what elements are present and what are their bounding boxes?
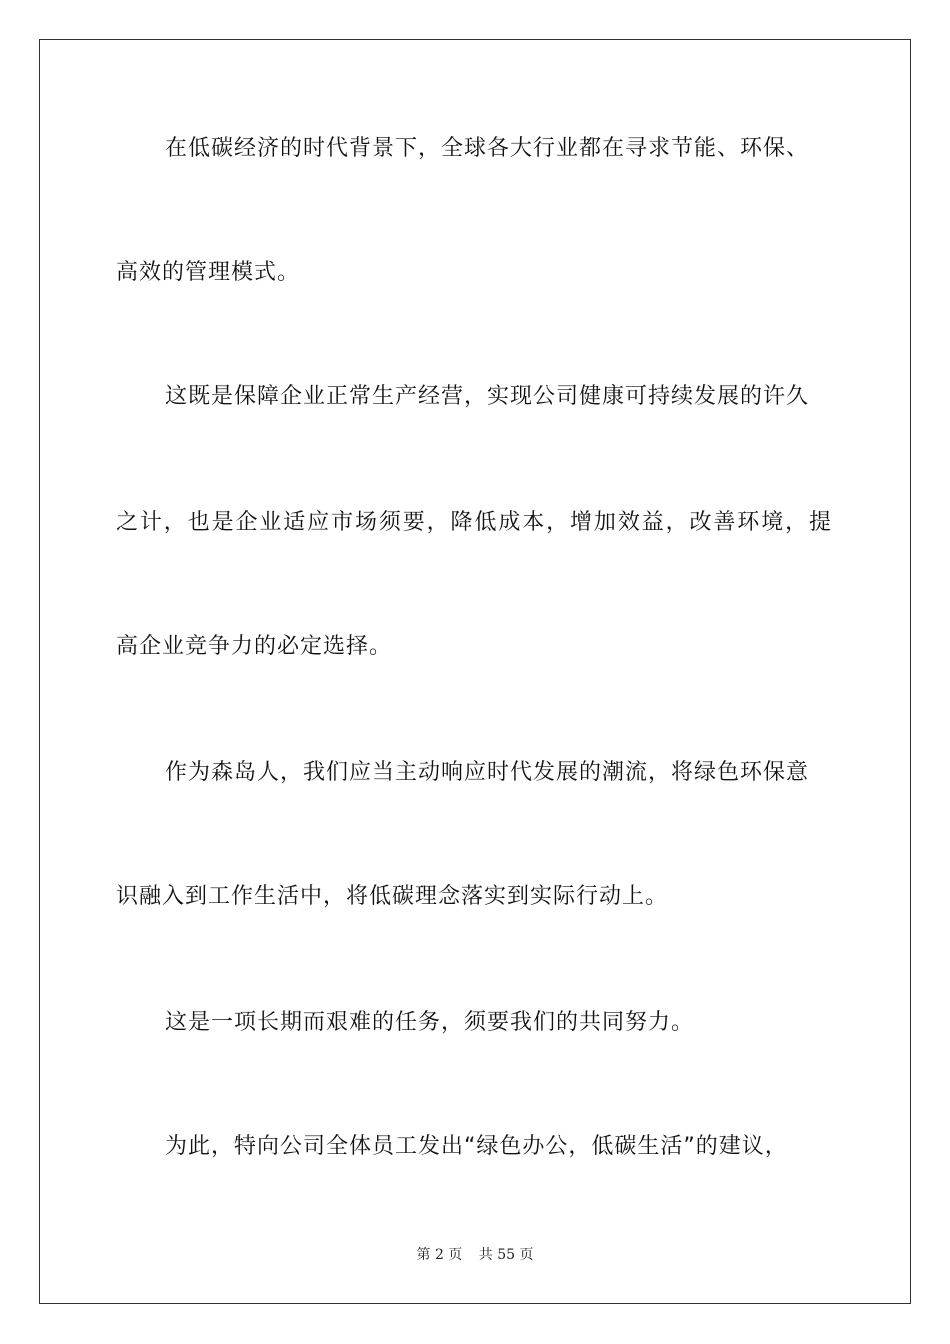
paragraph-1-line-2: 高效的管理模式。 (116, 260, 301, 285)
paragraph-3-line-1: 作为森岛人，我们应当主动响应时代发展的潮流，将绿色环保意 (165, 760, 810, 785)
page-total: 共 55 页 (478, 1247, 534, 1263)
page-footer (0, 1246, 950, 1264)
paragraph-5-line-1: 为此，特向公司全体员工发出“绿色办公，低碳生活”的建议， (165, 1134, 788, 1159)
paragraph-2-line-3: 高企业竞争力的必定选择。 (116, 634, 393, 659)
paragraph-1-line-1: 在低碳经济的时代背景下，全球各大行业都在寻求节能、环保、 (165, 136, 810, 161)
paragraph-2-line-1: 这既是保障企业正常生产经营，实现公司健康可持续发展的许久 (165, 384, 810, 409)
page-border (39, 39, 911, 1304)
page-number: 第 2 页 (416, 1247, 463, 1263)
paragraph-4-line-1: 这是一项长期而艰难的任务，须要我们的共同努力。 (165, 1010, 695, 1035)
paragraph-3-line-2: 识融入到工作生活中，将低碳理念落实到实际行动上。 (116, 884, 669, 909)
paragraph-2-line-2: 之计，也是企业适应市场须要，降低成本，增加效益，改善环境，提 (116, 510, 832, 535)
